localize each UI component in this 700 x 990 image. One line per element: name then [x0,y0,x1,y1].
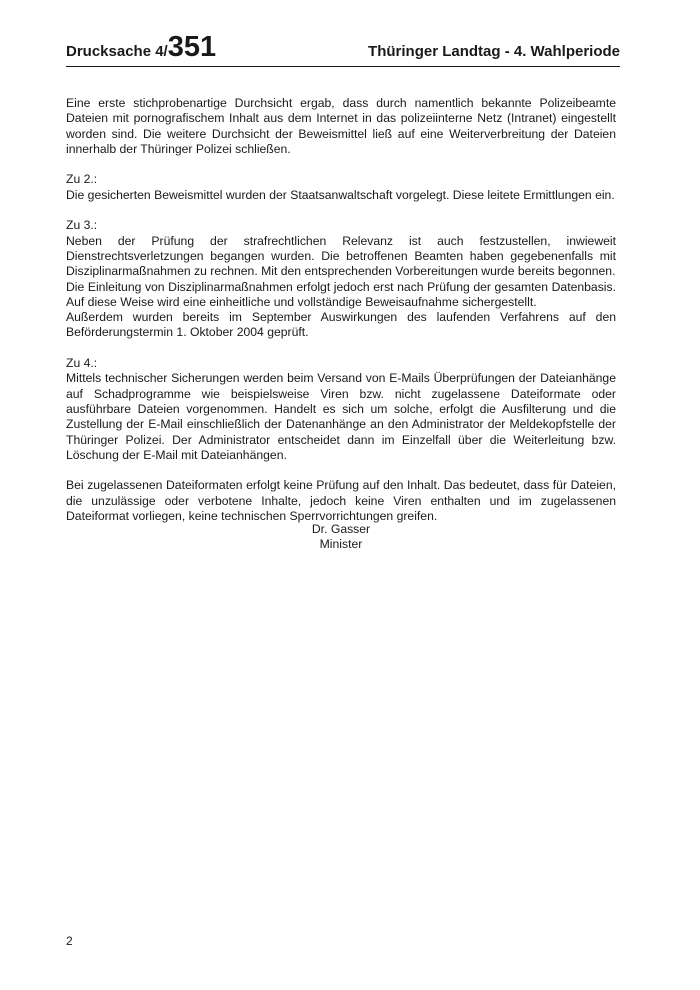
signatory-title: Minister [319,537,363,552]
document-number-value: 351 [167,31,217,63]
section-heading: Zu 4.: [66,356,98,371]
section-zu-2 [66,172,616,203]
page-number: 2 [66,934,73,948]
page-header [66,30,620,67]
document-prefix: Drucksache 4/ [66,43,168,60]
section-paragraph: Neben der Prüfung der strafrechtlichen Relevanz ist auch festzustellen, inwieweit Dienstrechtsverletzungen begangen wurden. Die betroffenen Beamten haben gegebenenfalls mit Disziplinarmaßnahmen zu rechnen. Mit den entsprechenden Vorbereitungen wurde bereits begonnen. [66,233,616,279]
section-heading: Zu 3.: [66,218,98,233]
document-body [66,96,616,540]
section-paragraph: Die Einleitung von Disziplinarmaßnahmen erfolgt jedoch erst nach Prüfung der gesamten Datenbasis. Auf diese Weise wird eine einheitliche und vollständige Beweisaufnahme sichergestellt. [66,279,616,309]
section-paragraph: Die gesicherten Beweismittel wurden der Staatsanwaltschaft vorgelegt. Diese leitete Ermittlungen ein. [66,187,615,202]
section-paragraph: Außerdem wurden bereits im September Auswirkungen des laufenden Verfahrens auf den Beförderungstermin 1. Oktober 2004 geprüft. [66,310,616,340]
closing-paragraph: Bei zugelassenen Dateiformaten erfolgt keine Prüfung auf den Inhalt. Das bedeutet, dass für Dateien, die unzulässige oder verbotene Inhalte, jedoch keine Viren enthalten und im zugelassenen Dateiformat vorliegen, keine technischen Sperrvorrichtungen greifen. [66,478,616,524]
signatory-name: Dr. Gasser [311,522,371,536]
signature-block [66,522,616,553]
closing-block [66,478,616,524]
intro-paragraph: Eine erste stichprobenartige Durchsicht ergab, dass durch namentlich bekannte Polizeibeamte Dateien mit pornografischem Inhalt aus dem Internet in das polizeiinterne Netz (Intranet) eingestellt worden sind. Die weitere Durchsicht der Beweismittel ließ auf eine Weiterverbreitung der Dateien innerhalb der Thüringer Polizei schließen. [66,96,616,156]
parliament-title: Thüringer Landtag - 4. Wahlperiode [368,43,620,60]
document-number [66,33,216,62]
section-zu-3 [66,218,616,340]
section-zu-4 [66,356,616,463]
section-paragraph: Mittels technischer Sicherungen werden beim Versand von E-Mails Überprüfungen der Dateianhänge auf Schadprogramme wie beispielsweise Viren bzw. nicht zugelassene Dateiformate oder ausführbare Dateien vorgenommen. Handelt es sich um solche, erfolgt die Ausfilterung und die Zustellung der E-Mail einschließlich der Datenanhänge an den Administrator der Meldekopfstelle der Thüringer Polizei. Der Administrator entscheidet dann im Einzelfall über die Weiterleitung bzw. Löschung der E-Mail mit Dateianhängen. [66,371,616,462]
intro-block [66,96,616,157]
section-heading: Zu 2.: [66,172,98,187]
